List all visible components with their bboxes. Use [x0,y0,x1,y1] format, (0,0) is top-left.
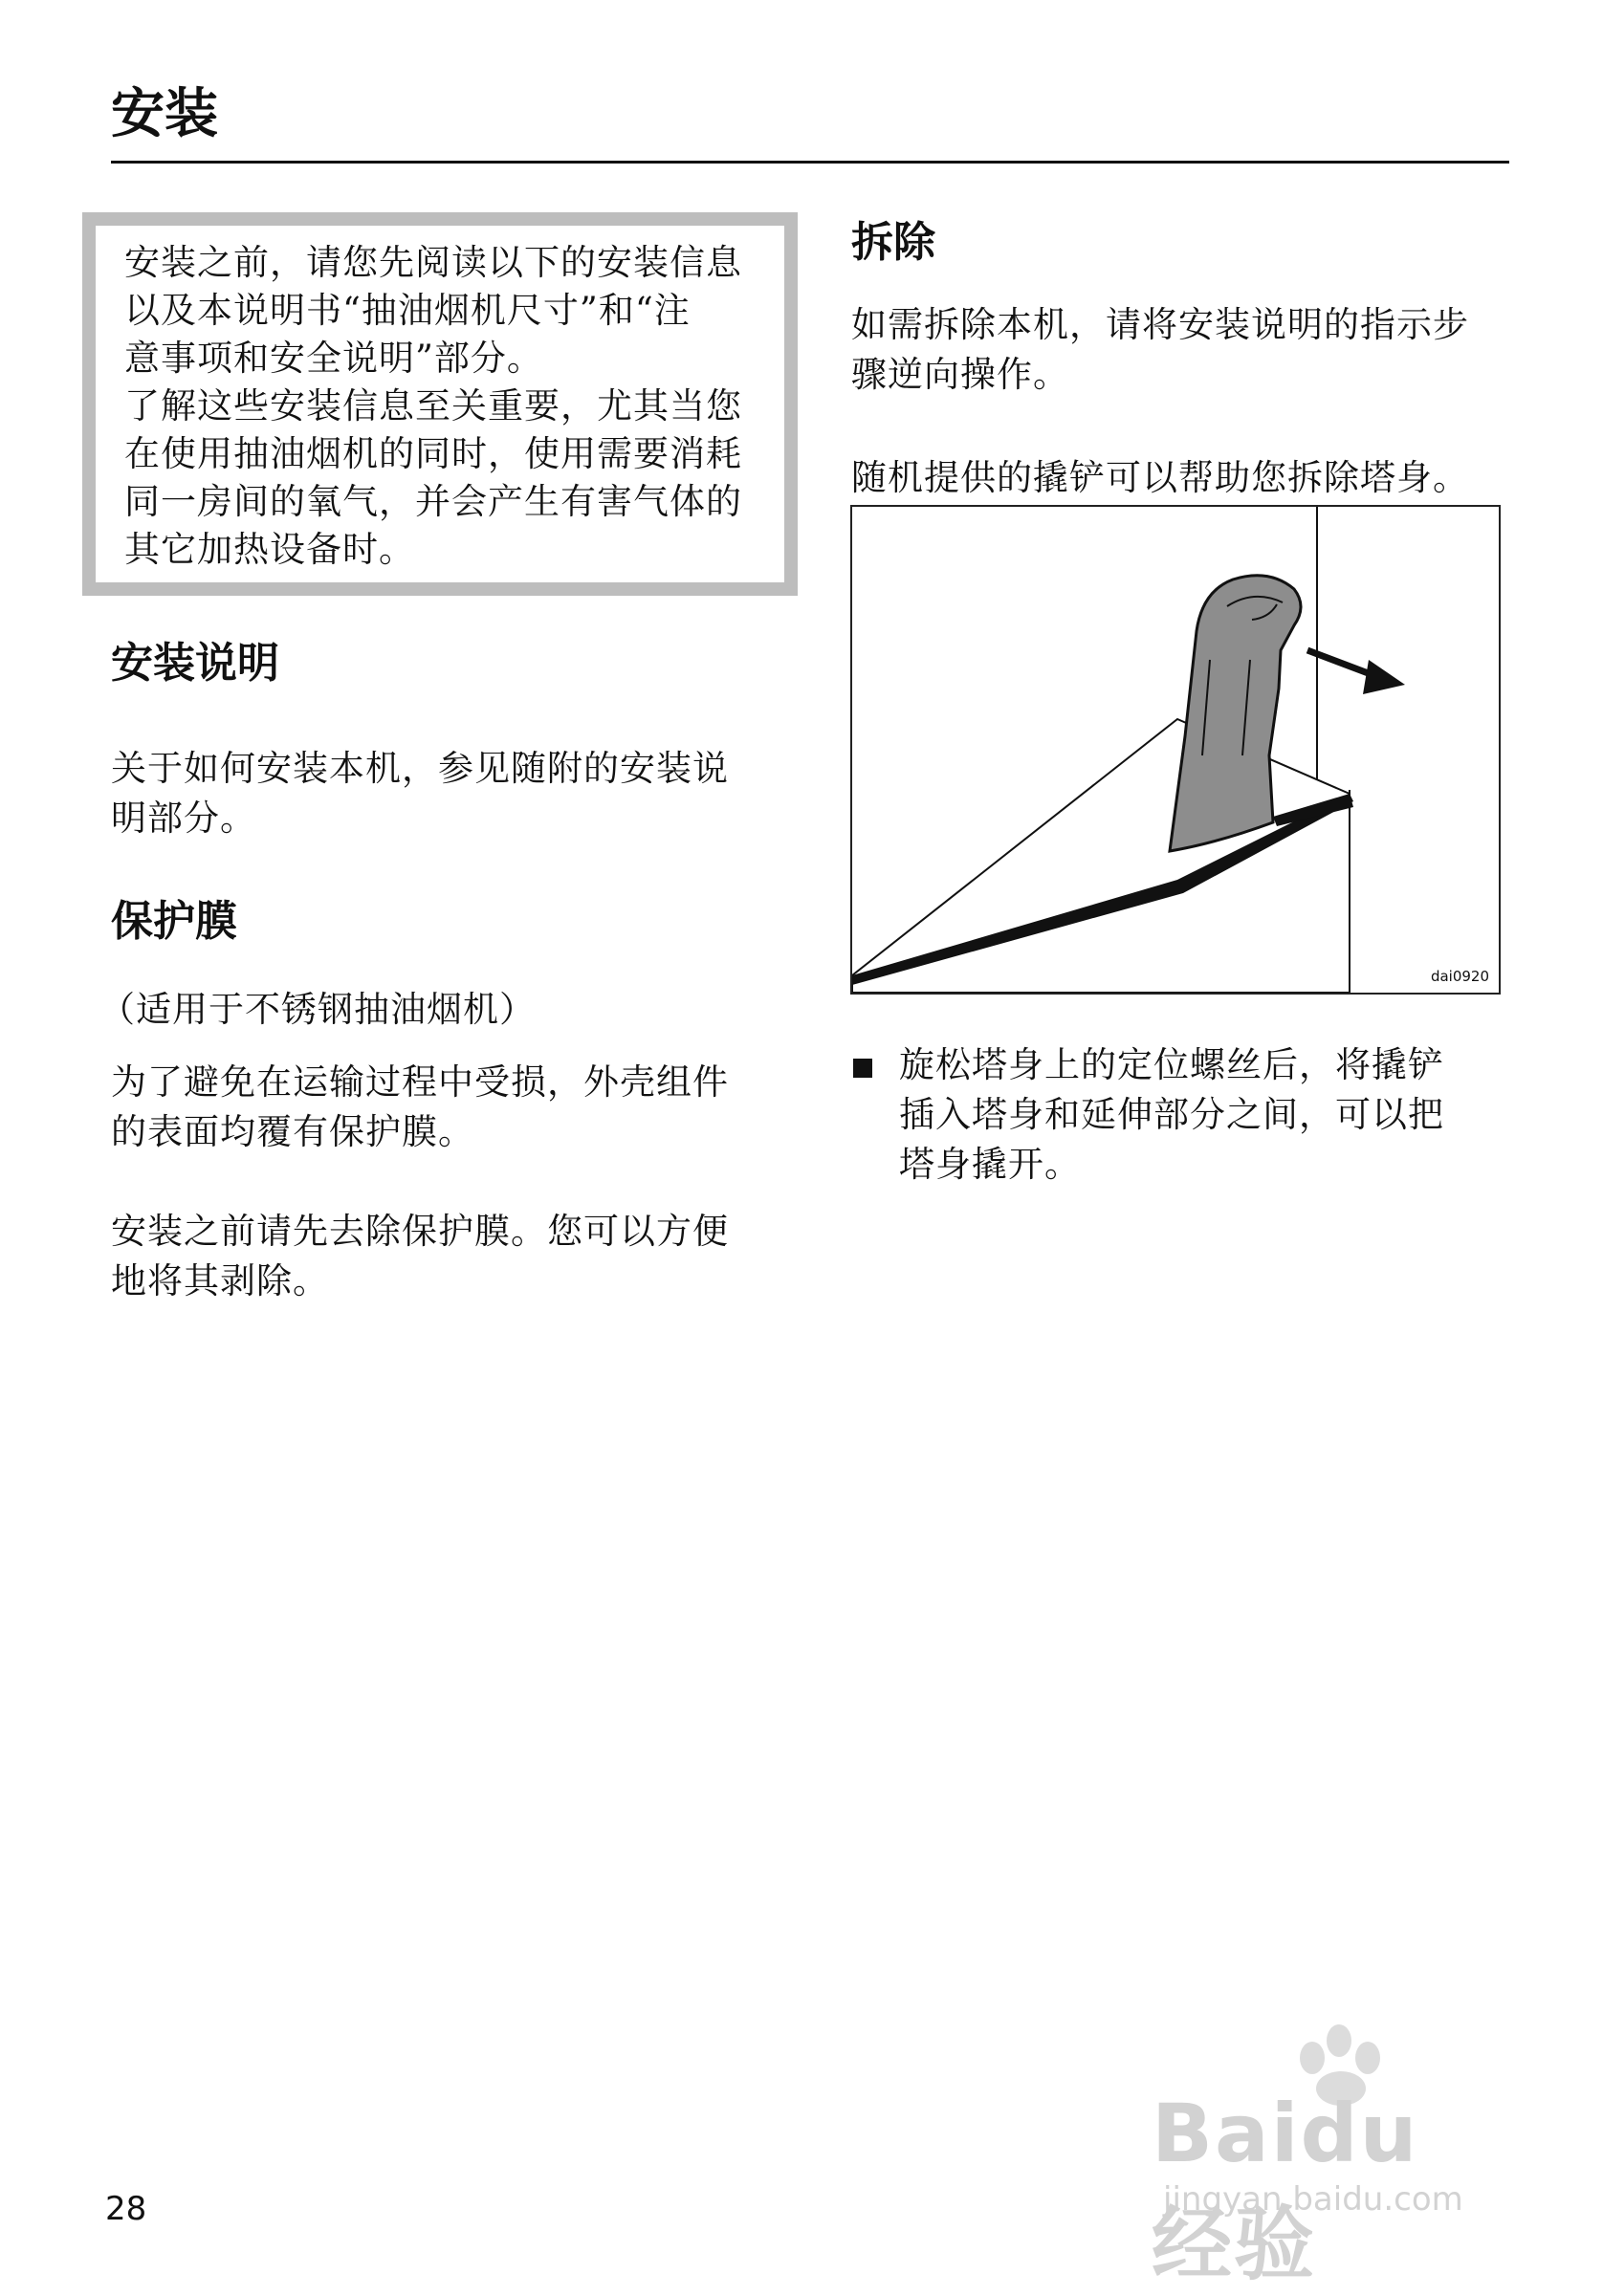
notice-line: 安装之前，请您先阅读以下的安装信息 [124,242,742,283]
text-line: 塔身撬开。 [899,1144,1081,1185]
notice-text [124,239,775,574]
direction-arrow-icon [1307,650,1405,694]
removal-paragraph-1 [851,300,1511,400]
pry-tool-illustration [852,507,1499,993]
text-line: 为了避免在运输过程中受损，外壳组件 [111,1061,729,1103]
text-line: 插入塔身和延伸部分之间，可以把 [899,1094,1444,1135]
text-line: 关于如何安装本机，参见随附的安装说 [111,748,729,789]
notice-line: 意事项和安全说明”部分。 [124,338,543,379]
baidu-watermark [1140,2020,1504,2291]
install-paragraph [111,744,771,843]
text-line: 明部分。 [111,798,256,839]
bullet-text [899,1040,1511,1190]
removal-heading: 拆除 [851,218,935,267]
text-line: 地将其剥除。 [111,1260,329,1301]
removal-figure [850,505,1501,995]
notice-line: 在使用抽油烟机的同时，使用需要消耗 [124,433,742,474]
text-line: 旋松塔身上的定位螺丝后，将撬铲 [899,1044,1444,1085]
text-line: 如需拆除本机，请将安装说明的指示步 [851,304,1469,345]
watermark-url: jingyan.baidu.com [1163,2180,1463,2219]
film-paragraph-2 [111,1207,771,1306]
film-heading: 保护膜 [111,897,237,946]
film-note: （适用于不锈钢抽油烟机） [99,989,536,1030]
install-heading: 安装说明 [111,639,279,688]
text-line: 安装之前请先去除保护膜。您可以方便 [111,1211,729,1252]
film-paragraph-1 [111,1058,771,1157]
notice-line: 了解这些安装信息至关重要，尤其当您 [124,385,742,426]
notice-box [82,212,798,596]
notice-line: 同一房间的氧气，并会产生有害气体的 [124,481,742,522]
text-line: 骤逆向操作。 [851,354,1069,395]
removal-paragraph-2: 随机提供的撬铲可以帮助您拆除塔身。 [851,457,1469,498]
text-line: 的表面均覆有保护膜。 [111,1111,474,1152]
title-rule [111,161,1509,164]
page-title: 安装 [111,83,218,145]
notice-line: 其它加热设备时。 [124,529,415,570]
watermark-brand: Baidu 经验 [1152,2087,1419,2291]
notice-line: 以及本说明书“抽油烟机尺寸”和“注 [124,290,691,331]
figure-code: dai0920 [1430,968,1489,985]
bullet-square-icon [853,1059,872,1078]
page-number: 28 [105,2190,147,2228]
